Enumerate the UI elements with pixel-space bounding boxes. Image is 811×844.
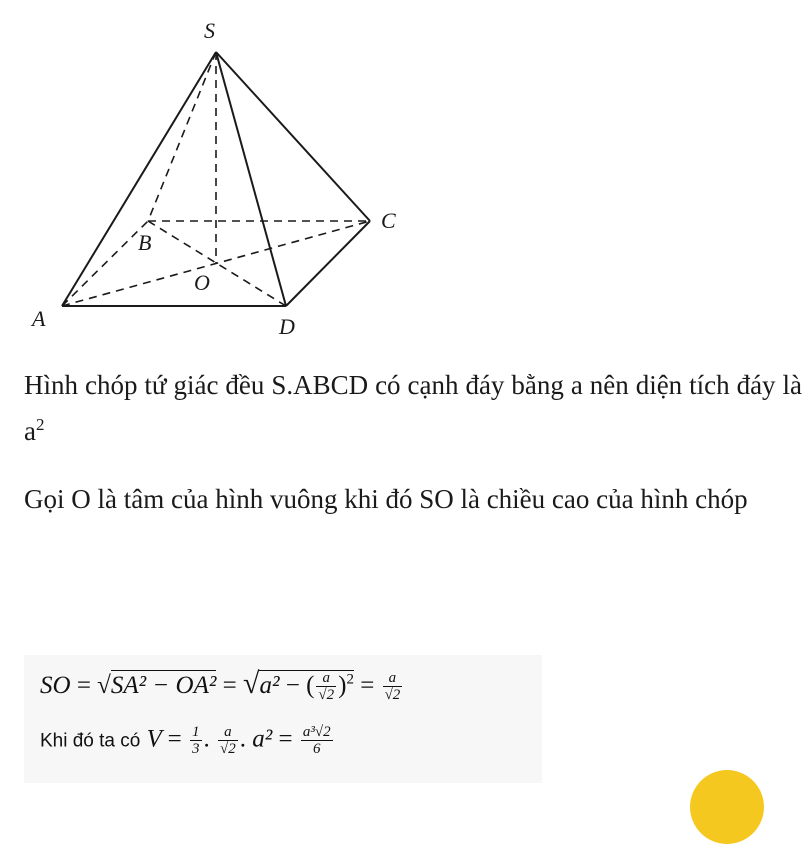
equals-sign-5: = — [278, 725, 293, 753]
sqrt-radicand: SA² − OA² — [110, 672, 217, 699]
fraction-a-over-sqrt2-2: $\frac{a}{√2}$ — [220, 724, 236, 757]
a-squared: a² — [259, 672, 280, 699]
edge-SB — [148, 52, 216, 221]
a-squared-2: a² — [252, 725, 273, 753]
dot-operator: . — [203, 725, 210, 753]
formula-line-volume — [40, 725, 335, 757]
formula-line-so — [40, 667, 404, 703]
result-fraction: $\frac{a}{√2}$ — [384, 670, 401, 704]
vertex-label-O: O — [194, 270, 210, 295]
vertex-label-D: D — [279, 314, 295, 339]
paren-close: ) — [338, 672, 347, 699]
so-symbol: SO — [40, 672, 71, 699]
vertex-label-S: S — [204, 18, 215, 43]
fraction-a-over-sqrt2: $\frac{a}{√2}$ — [318, 670, 335, 704]
paragraph-base-area — [24, 362, 802, 454]
fraction-one-third: $\frac{1}{3}$ — [192, 724, 200, 757]
equals-sign-2: = — [222, 672, 237, 699]
minus-sign: − — [285, 672, 300, 699]
formula-block — [24, 655, 542, 783]
edge-DC — [286, 221, 370, 306]
power-two: 2 — [346, 671, 354, 688]
paragraph-height-text: Gọi O là tâm của hình vuông khi đó SO là chiều cao của hình chóp — [24, 484, 748, 514]
equals-sign: = — [76, 672, 91, 699]
equals-sign-3: = — [360, 672, 375, 699]
dot-operator-2: . — [239, 725, 247, 753]
sqrt-radicand-2 — [259, 670, 354, 704]
paren-open: ( — [306, 672, 315, 699]
paragraph-height — [24, 476, 802, 522]
exponent-two: 2 — [35, 415, 45, 434]
v-symbol: V — [146, 725, 162, 753]
vertex-label-A: A — [32, 306, 46, 331]
equals-sign-4: = — [167, 725, 182, 753]
diagonal-AC — [62, 221, 370, 306]
paragraph-base-area-text: Hình chóp tứ giác đều S.ABCD có cạnh đáy bằng a nên diện tích đáy là a — [24, 370, 802, 446]
vertex-label-C: C — [381, 208, 396, 233]
vertex-label-B: B — [138, 230, 152, 255]
pyramid-figure — [0, 0, 430, 345]
sqrt-symbol-2: √ — [242, 667, 260, 700]
volume-result-fraction: $\frac{\text{a³√2}}{6}$ — [302, 724, 331, 757]
corner-badge — [690, 770, 764, 844]
edge-SA — [62, 52, 216, 306]
volume-prefix-text: Khi đó ta có — [40, 730, 141, 752]
sqrt-symbol: √ — [97, 672, 111, 699]
